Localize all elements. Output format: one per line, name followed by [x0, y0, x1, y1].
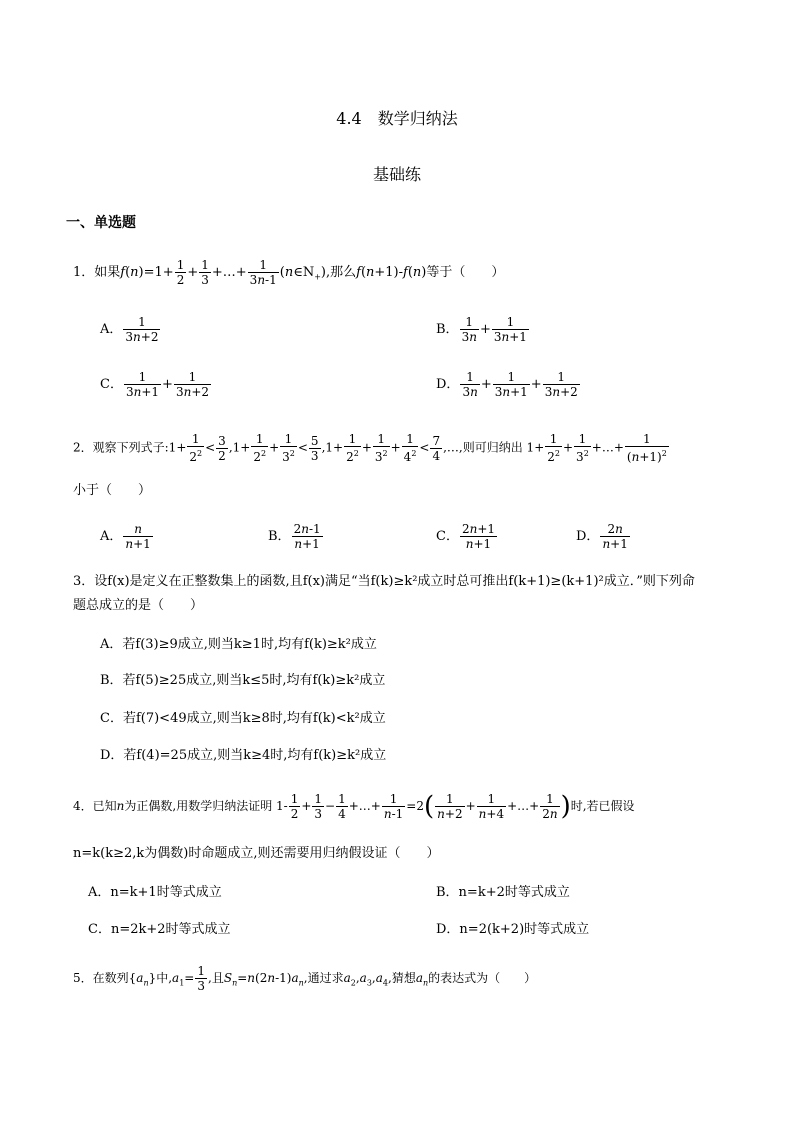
- section-title: 一、单选题: [66, 215, 136, 231]
- option-3C[interactable]: C．若f(7)<49成立,则当k≥8时,均有f(k)<k²成立: [100, 711, 386, 726]
- question-2: 2．观察下列式子:1+ $\frac{1}{2^2}$ < $\frac{3}{2}$ ,1+ $\frac{1}{2^2}$ + $\frac{1}{3^2}$ < $\frac{5}{3}$ ,1+ $\frac{1}{2^2}$ + $\frac{1}{3^2}$ + $\frac{1}{4^2}$ < $\frac{7}{4}$ ,…,则可归纳出 1+ $\frac{1}{2^2}$ + $\frac{1}{3^2}$ +…+ $\frac{1}{(n+1)^2}$: [73, 432, 667, 464]
- option-2A[interactable]: A． $\frac{n}{n+1}$: [100, 522, 151, 551]
- question-3-line1: 3．设f(x)是定义在正整数集上的函数,且f(x)满足“当f(k)≥k²成立时总可推出f(k+1)≥(k+1)²成立．”则下列命: [73, 574, 695, 589]
- option-4B[interactable]: B．n=k+2时等式成立: [436, 885, 570, 900]
- option-3A[interactable]: A．若f(3)≥9成立,则当k≥1时,均有f(k)≥k²成立: [100, 637, 377, 652]
- option-1C[interactable]: C． $\frac{1}{3n+1}$ + $\frac{1}{3n+2}$: [100, 370, 210, 399]
- option-4A[interactable]: A．n=k+1时等式成立: [88, 885, 222, 900]
- option-1D[interactable]: D． $\frac{1}{3n}$ + $\frac{1}{3n+1}$ + $\frac{1}{3n+2}$: [436, 370, 578, 399]
- question-5: 5．在数列$\{a_n\}$中$,a_1=$ $\frac{1}{3}$ ,且$S_n=n(2n-1)a_n$,通过求$a_2,a_3,a_4$,猜想$a_n$的表达式为（ ）: [73, 964, 537, 993]
- option-2B[interactable]: B． $\frac{2n-1}{n+1}$: [268, 522, 321, 551]
- option-4D[interactable]: D．n=2(k+2)时等式成立: [436, 922, 590, 937]
- question-4-line2: n=k(k≥2,k为偶数)时命题成立,则还需要用归纳假设证（ ）: [73, 846, 440, 861]
- option-4C[interactable]: C．n=2k+2时等式成立: [88, 922, 231, 937]
- question-1: 1．如果f(n)=1+ $\frac{1}{2}$ + $\frac{1}{3}$ +…+ $\frac{1}{3n-1}$ $(n\in N_+)$,那么f(n+1)-f(n)等于（ ）: [73, 258, 505, 287]
- option-2D[interactable]: D． $\frac{2n}{n+1}$: [576, 522, 628, 551]
- question-3-line2: 题总成立的是（ ）: [73, 598, 204, 613]
- option-3B[interactable]: B．若f(5)≥25成立,则当k≤5时,均有f(k)≥k²成立: [100, 673, 386, 688]
- page-subtitle: 基础练: [372, 165, 421, 184]
- option-1A[interactable]: A． $\frac{1}{3n+2}$: [100, 315, 159, 344]
- option-2C[interactable]: C． $\frac{2n+1}{n+1}$: [436, 522, 496, 551]
- option-3D[interactable]: D．若f(4)=25成立,则当k≥4时,均有f(k)≥k²成立: [100, 748, 387, 763]
- option-1B[interactable]: B． $\frac{1}{3n}$ + $\frac{1}{3n+1}$: [436, 315, 527, 344]
- question-4-line1: 4．已知n为正偶数,用数学归纳法证明 1- $\frac{1}{2}$ + $\frac{1}{3}$ − $\frac{1}{4}$ +…+ $\frac{1}{n-1}$ =2( $\frac{1}{n+2}$ + $\frac{1}{n+4}$ +…+ $\frac{1}{2n}$ )时,若已假设: [73, 791, 635, 822]
- page-title: 4.4 数学归纳法: [336, 109, 458, 128]
- question-2-cont: 小于（ ）: [73, 483, 152, 498]
